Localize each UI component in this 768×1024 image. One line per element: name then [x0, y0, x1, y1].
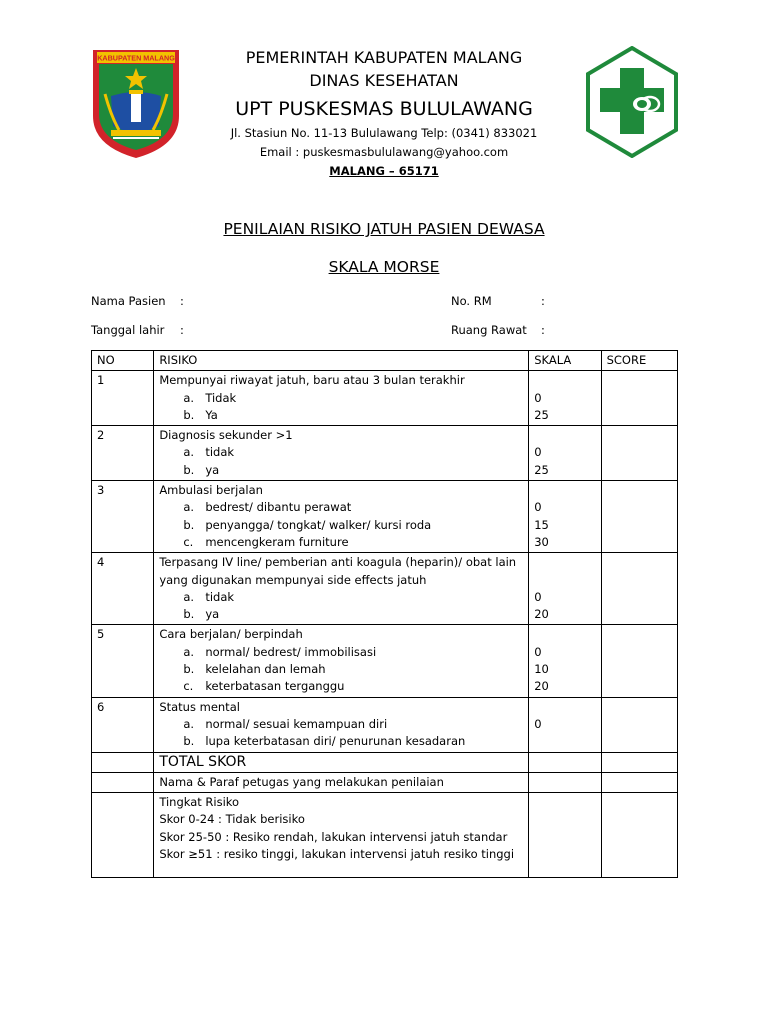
scale-cell — [529, 481, 601, 553]
form-title: PENILAIAN RISIKO JATUH PASIEN DEWASA — [223, 220, 545, 238]
option-letter: b. — [183, 607, 195, 622]
header-no: NO — [92, 351, 154, 371]
email: Email : puskesmasbululawang@yahoo.com — [259, 145, 509, 159]
row-number: 6 — [92, 697, 154, 752]
scale-value: 0 — [534, 390, 542, 405]
scale-value: 15 — [534, 517, 549, 532]
petugas-row — [92, 772, 678, 792]
table-row — [92, 371, 678, 426]
option-item — [159, 534, 523, 551]
petugas-empty-no — [92, 772, 154, 792]
option-item — [159, 733, 523, 750]
header-score: SCORE — [601, 351, 677, 371]
score-cell[interactable] — [601, 553, 677, 625]
risk-text: Ambulasi berjalan — [159, 483, 263, 498]
option-text: mencengkeram furniture — [205, 534, 349, 549]
table-header-row — [92, 351, 678, 371]
option-letter: b. — [183, 407, 195, 422]
risk-text-continued: yang digunakan mempunyai side effects jatuh — [159, 572, 427, 587]
option-text: kelelahan dan lemah — [205, 662, 326, 677]
option-letter: c. — [183, 534, 194, 549]
option-letter: a. — [183, 445, 195, 460]
option-text: keterbatasan terganggu — [205, 679, 345, 694]
scale-value: 10 — [534, 662, 549, 677]
option-item — [159, 499, 523, 516]
option-item — [159, 606, 523, 623]
option-item — [159, 644, 523, 661]
puskesmas-logo-icon — [584, 46, 680, 158]
risk-text: Diagnosis sekunder >1 — [159, 428, 293, 443]
petugas-empty-scale — [529, 772, 601, 792]
option-text: tidak — [205, 589, 235, 604]
option-text: normal/ bedrest/ immobilisasi — [205, 644, 377, 659]
scale-value: 0 — [534, 500, 542, 515]
label-no-rm: No. RM — [451, 294, 492, 308]
tingkat-empty-score — [601, 793, 677, 878]
total-empty-scale — [529, 752, 601, 772]
scale-value: 0 — [534, 589, 542, 604]
scale-value: 20 — [534, 679, 549, 694]
option-item — [159, 462, 523, 479]
label-tanggal-lahir: Tanggal lahir — [91, 323, 165, 337]
tingkat-empty-no — [92, 793, 154, 878]
petugas-label: Nama & Paraf petugas yang melakukan penilaian — [154, 772, 529, 792]
colon-no-rm: : — [541, 294, 545, 308]
petugas-signature-cell[interactable] — [601, 772, 677, 792]
option-letter: a. — [183, 589, 195, 604]
table-row — [92, 553, 678, 625]
table-row — [92, 697, 678, 752]
header-skala: SKALA — [529, 351, 601, 371]
option-text: lupa keterbatasan diri/ penurunan kesadaran — [205, 734, 466, 749]
scale-cell — [529, 553, 601, 625]
option-item — [159, 444, 523, 461]
label-nama-pasien: Nama Pasien — [91, 294, 166, 308]
government-name: PEMERINTAH KABUPATEN MALANG — [245, 48, 523, 67]
total-empty-no — [92, 752, 154, 772]
row-number: 5 — [92, 625, 154, 697]
row-number: 4 — [92, 553, 154, 625]
score-cell[interactable] — [601, 371, 677, 426]
total-score-cell[interactable] — [601, 752, 677, 772]
tingkat-empty-scale — [529, 793, 601, 878]
option-item — [159, 589, 523, 606]
total-row — [92, 752, 678, 772]
scale-value: 0 — [534, 644, 542, 659]
option-item — [159, 517, 523, 534]
risk-text: Mempunyai riwayat jatuh, baru atau 3 bulan terakhir — [159, 373, 465, 388]
option-letter: a. — [183, 500, 195, 515]
risk-cell — [154, 481, 529, 553]
table-row — [92, 426, 678, 481]
scale-value: 20 — [534, 607, 549, 622]
option-item — [159, 390, 523, 407]
scale-value: 0 — [534, 445, 542, 460]
city-postcode: MALANG – 65171 — [329, 164, 439, 178]
option-item — [159, 678, 523, 695]
address: Jl. Stasiun No. 11-13 Bululawang Telp: (0341) 833021 — [230, 126, 538, 140]
option-item — [159, 407, 523, 424]
colon-tanggal-lahir: : — [180, 323, 184, 337]
scale-cell — [529, 697, 601, 752]
risk-level-line: Skor ≥51 : resiko tinggi, lakukan intervensi jatuh resiko tinggi — [159, 847, 515, 862]
option-letter: a. — [183, 390, 195, 405]
risk-level-line: Skor 25-50 : Resiko rendah, lakukan intervensi jatuh standar — [159, 829, 508, 844]
tingkat-risiko-cell — [154, 793, 529, 878]
row-number: 1 — [92, 371, 154, 426]
header-risiko: RISIKO — [154, 351, 529, 371]
option-item — [159, 716, 523, 733]
risk-level-line: Skor 0-24 : Tidak berisiko — [159, 812, 305, 827]
option-letter: a. — [183, 644, 195, 659]
row-number: 3 — [92, 481, 154, 553]
scale-value: 25 — [534, 407, 549, 422]
scale-cell — [529, 625, 601, 697]
scale-value: 25 — [534, 462, 549, 477]
score-cell[interactable] — [601, 481, 677, 553]
option-letter: b. — [183, 734, 195, 749]
institution-name: UPT PUSKESMAS BULULAWANG — [235, 98, 533, 120]
form-subtitle: SKALA MORSE — [328, 258, 440, 276]
svg-text:KABUPATEN MALANG: KABUPATEN MALANG — [97, 53, 175, 63]
option-text: Tidak — [205, 390, 237, 405]
department-name: DINAS KESEHATAN — [309, 71, 459, 90]
risk-text: Status mental — [159, 699, 240, 714]
tingkat-risiko-label: Tingkat Risiko — [159, 795, 240, 810]
letterhead — [190, 47, 578, 181]
risk-cell — [154, 625, 529, 697]
option-item — [159, 661, 523, 678]
option-letter: b. — [183, 462, 195, 477]
colon-ruang-rawat: : — [541, 323, 545, 337]
risk-cell — [154, 426, 529, 481]
option-text: normal/ sesuai kemampuan diri — [205, 716, 388, 731]
option-letter: a. — [183, 716, 195, 731]
risk-cell — [154, 553, 529, 625]
option-text: Ya — [205, 407, 218, 422]
label-ruang-rawat: Ruang Rawat — [451, 323, 527, 337]
scale-value: 0 — [534, 716, 542, 731]
risk-cell — [154, 697, 529, 752]
risk-text: Terpasang IV line/ pemberian anti koagula (heparin)/ obat lain — [159, 555, 517, 570]
option-text: ya — [205, 462, 220, 477]
colon-nama-pasien: : — [180, 294, 184, 308]
option-letter: c. — [183, 679, 194, 694]
option-text: bedrest/ dibantu perawat — [205, 500, 352, 515]
option-text: ya — [205, 607, 220, 622]
score-cell[interactable] — [601, 625, 677, 697]
risk-cell — [154, 371, 529, 426]
option-letter: b. — [183, 517, 195, 532]
table-row — [92, 481, 678, 553]
row-number: 2 — [92, 426, 154, 481]
scale-cell — [529, 371, 601, 426]
tingkat-risiko-row — [92, 793, 678, 878]
score-cell[interactable] — [601, 697, 677, 752]
morse-scale-table — [91, 350, 678, 878]
kabupaten-malang-logo-icon — [91, 46, 181, 160]
scale-cell — [529, 426, 601, 481]
table-row — [92, 625, 678, 697]
option-text: penyangga/ tongkat/ walker/ kursi roda — [205, 517, 432, 532]
total-label: TOTAL SKOR — [154, 752, 529, 772]
option-letter: b. — [183, 662, 195, 677]
risk-text: Cara berjalan/ berpindah — [159, 627, 303, 642]
scale-value: 30 — [534, 534, 549, 549]
score-cell[interactable] — [601, 426, 677, 481]
option-text: tidak — [205, 445, 235, 460]
